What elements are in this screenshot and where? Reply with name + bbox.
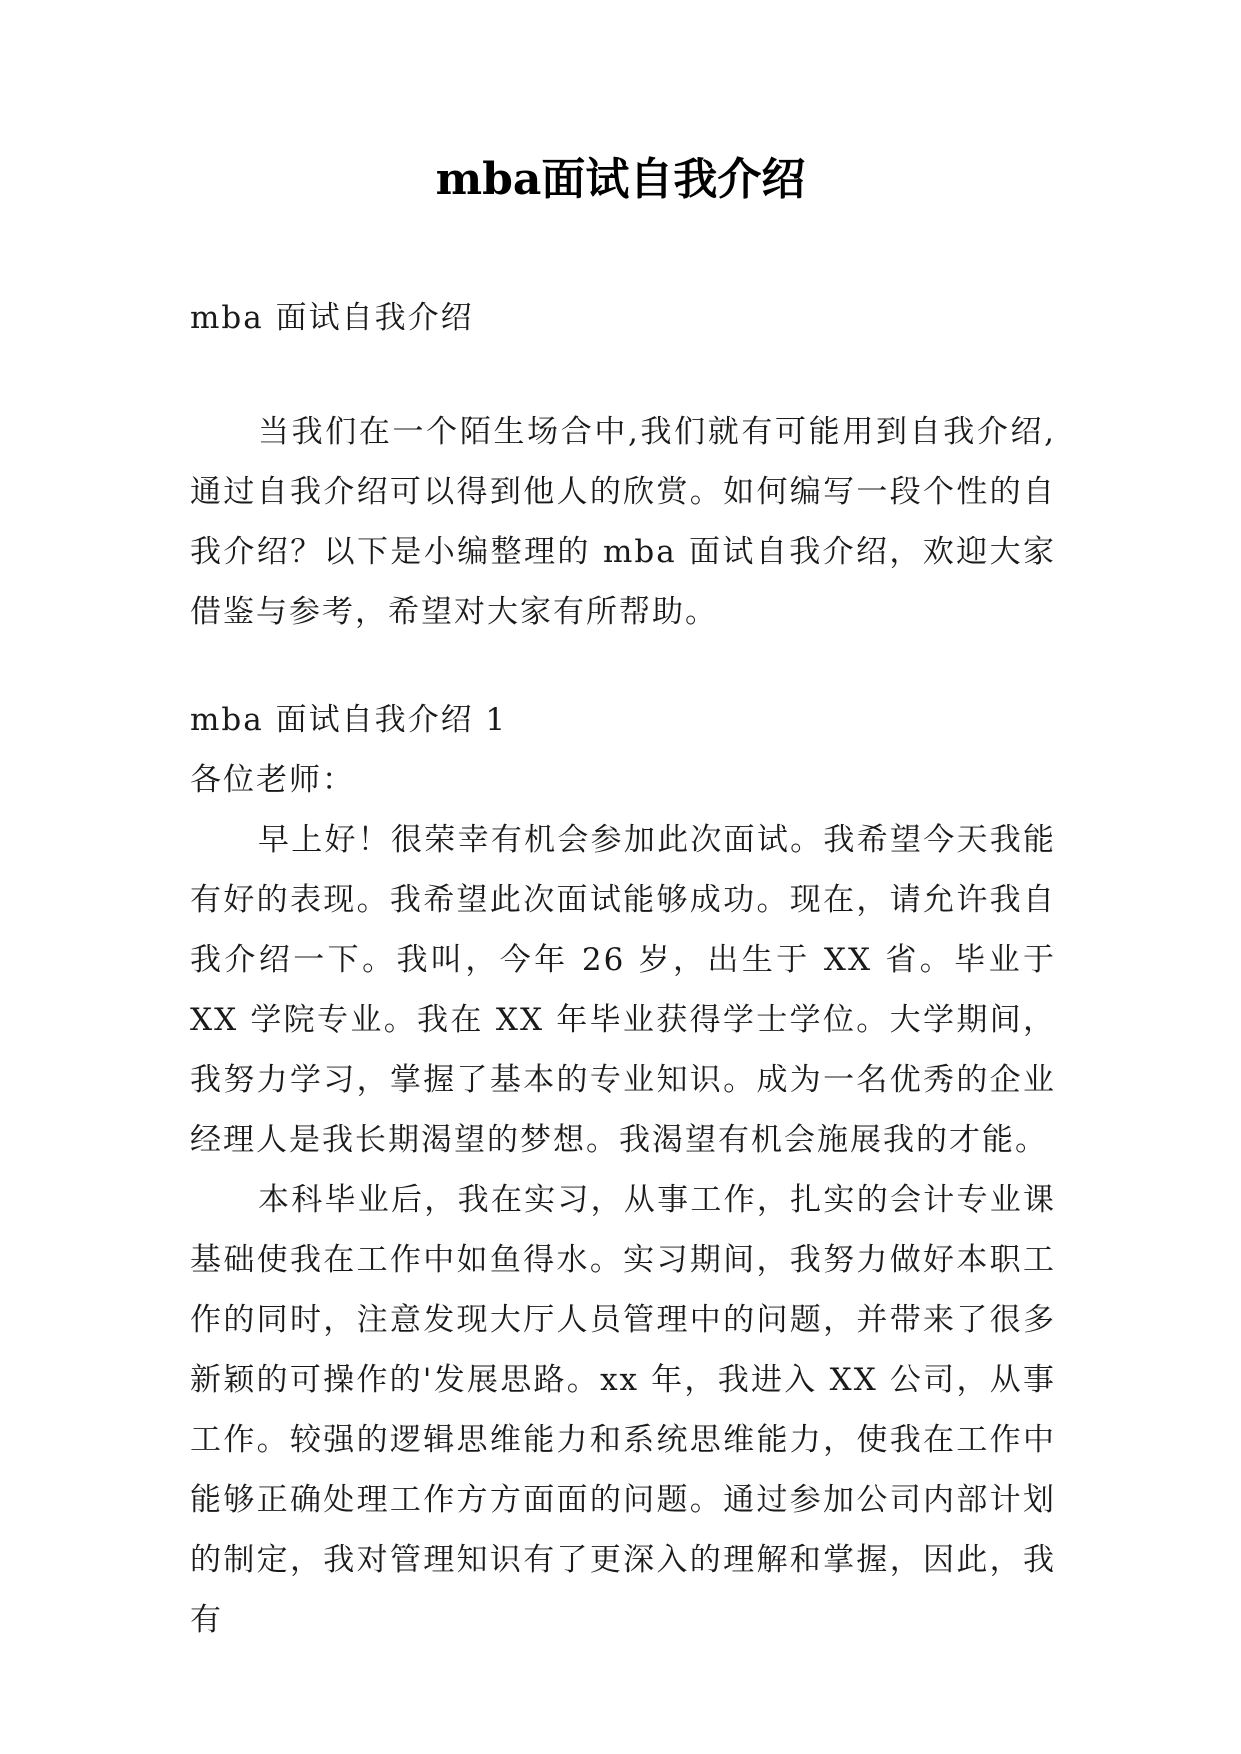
body-paragraph: 本科毕业后，我在实习，从事工作，扎实的会计专业课基础使我在工作中如鱼得水。实习期间，我努力做好本职工作的同时，注意发现大厅人员管理中的问题，并带来了很多新颖的可操作的'发展思路。xx 年，我进入 XX 公司，从事工作。较强的逻辑思维能力和系统思维能力，使我在工作中能够正确处理工作方方面面的问题。通过参加公司内部计划的制定，我对管理知识有了更深入的理解和掌握，因此，我有 <box>190 1182 1056 1638</box>
document-title: mba面试自我介绍 <box>435 154 806 205</box>
body-paragraph: 早上好！很荣幸有机会参加此次面试。我希望今天我能有好的表现。我希望此次面试能够成功。现在，请允许我自我介绍一下。我叫，今年 26 岁，出生于 XX 省。毕业于 XX 学院专业。我在 XX 年毕业获得学士学位。大学期间，我努力学习，掌握了基本的专业知识。成为一名优秀的企业经理人是我长期渴望的梦想。我渴望有机会施展我的才能。 <box>190 822 1056 1158</box>
greeting-line: 各位老师： <box>190 762 355 798</box>
document-subtitle: mba 面试自我介绍 <box>190 300 474 336</box>
intro-paragraph: 当我们在一个陌生场合中,我们就有可能用到自我介绍,通过自我介绍可以得到他人的欣赏。如何编写一段个性的自我介绍？以下是小编整理的 mba 面试自我介绍，欢迎大家借鉴与参考，希望对大家有所帮助。 <box>190 414 1056 630</box>
section-heading: mba 面试自我介绍 1 <box>190 702 508 738</box>
